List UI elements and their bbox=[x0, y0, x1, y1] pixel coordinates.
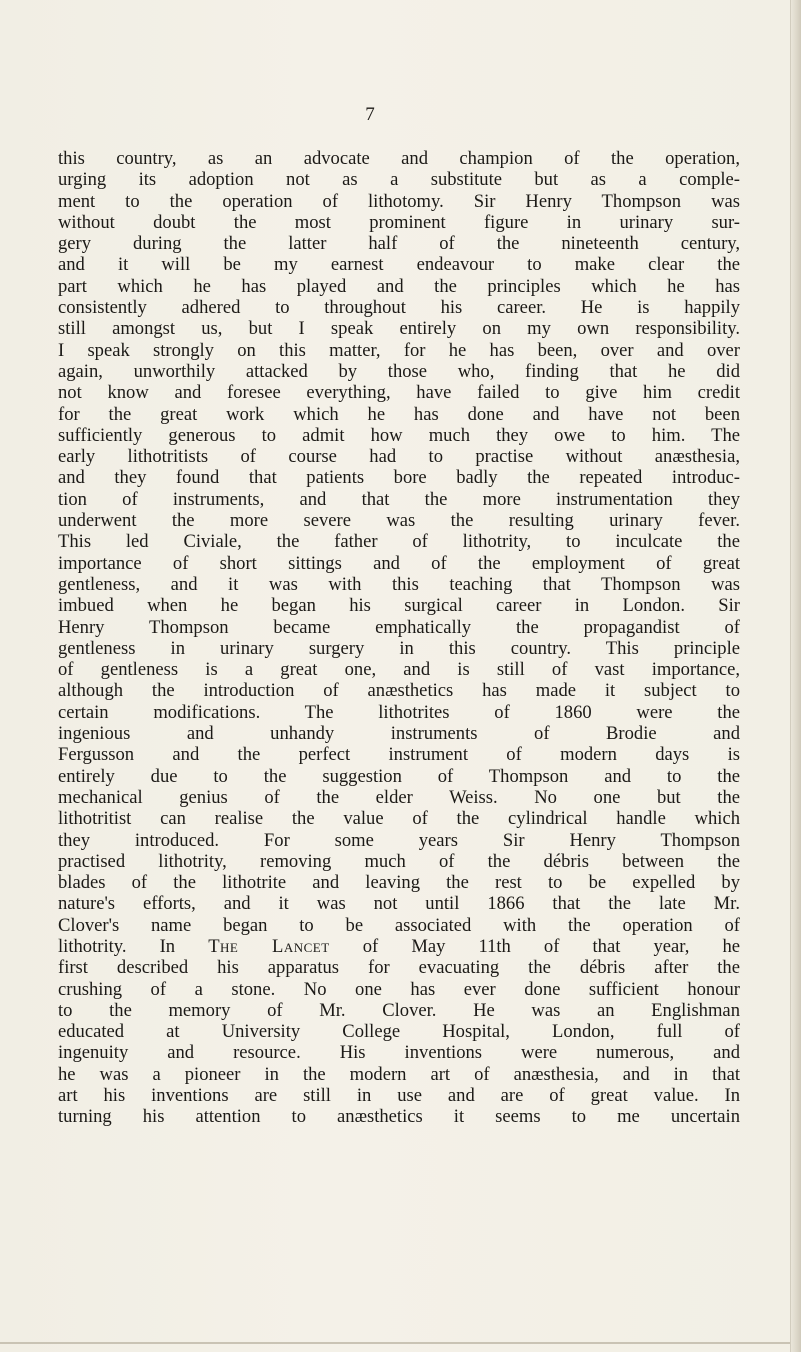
text-line: lithotrity. In The Lancet of May 11th of that year, he bbox=[58, 935, 741, 957]
text-line: gentleness in urinary surgery in this country. This principle bbox=[58, 637, 740, 659]
text-line: This led Civiale, the father of lithotrity, to inculcate the bbox=[58, 531, 740, 553]
text-line: and they found that patients bore badly the repeated introduc- bbox=[58, 467, 740, 489]
text-line: and it will be my earnest endeavour to make clear the bbox=[58, 254, 740, 276]
page-number: 7 bbox=[365, 104, 375, 125]
text-line: early lithotritists of course had to practise without anæsthesia, bbox=[58, 446, 740, 468]
text-line: I speak strongly on this matter, for he has been, over and over bbox=[58, 339, 740, 361]
text-line: turning his attention to anæsthetics it seems to me uncertain bbox=[58, 1106, 740, 1128]
text-line: certain modifications. The lithotrites of 1860 were the bbox=[58, 701, 740, 723]
text-line: to the memory of Mr. Clover. He was an Englishman bbox=[58, 999, 740, 1021]
text-line: underwent the more severe was the resulting urinary fever. bbox=[58, 510, 740, 532]
text-line: still amongst us, but I speak entirely on my own responsibility. bbox=[58, 318, 740, 340]
text-line: imbued when he began his surgical career in London. Sir bbox=[58, 595, 740, 617]
text-line: they introduced. For some years Sir Henry Thompson bbox=[58, 829, 740, 851]
text-line: ment to the operation of lithotomy. Sir Henry Thompson was bbox=[58, 190, 740, 212]
text-line: gentleness, and it was with this teaching that Thompson was bbox=[58, 573, 740, 595]
text-line: this country, as an advocate and champion of the operation, bbox=[58, 148, 740, 169]
text-line: blades of the lithotrite and leaving the rest to be expelled by bbox=[58, 872, 740, 894]
text-line: entirely due to the suggestion of Thompson and to the bbox=[58, 765, 740, 787]
text-line: Fergusson and the perfect instrument of modern days is bbox=[58, 744, 740, 766]
page-edge-bottom bbox=[0, 1342, 790, 1344]
text-line: for the great work which he has done and have not been bbox=[58, 403, 740, 425]
page-edge-right bbox=[790, 0, 801, 1352]
text-line: practised lithotrity, removing much of the débris between the bbox=[58, 850, 740, 872]
text-line: although the introduction of anæsthetics has made it subject to bbox=[58, 680, 740, 702]
text-line: lithotritist can realise the value of the cylindrical handle which bbox=[58, 808, 740, 830]
body-paragraph bbox=[58, 148, 740, 1128]
text-line: part which he has played and the principles which he has bbox=[58, 275, 740, 297]
text-line: gery during the latter half of the nineteenth century, bbox=[58, 233, 740, 255]
text-line: ingenuity and resource. His inventions were numerous, and bbox=[58, 1042, 740, 1064]
text-line: Henry Thompson became emphatically the propagandist of bbox=[58, 616, 740, 638]
text-line: again, unworthily attacked by those who, finding that he did bbox=[58, 360, 740, 382]
text-line: of gentleness is a great one, and is still of vast importance, bbox=[58, 659, 740, 681]
text-line: mechanical genius of the elder Weiss. No one but the bbox=[58, 786, 740, 808]
text-line: crushing of a stone. No one has ever done sufficient honour bbox=[58, 978, 740, 1000]
text-line: sufficiently generous to admit how much they owe to him. The bbox=[58, 424, 740, 446]
journal-title: The Lancet bbox=[208, 935, 330, 957]
text-line: without doubt the most prominent figure in urinary sur- bbox=[58, 211, 740, 233]
text-line: ingenious and unhandy instruments of Brodie and bbox=[58, 723, 740, 745]
text-line: consistently adhered to throughout his career. He is happily bbox=[58, 297, 740, 319]
text-line: urging its adoption not as a substitute but as a comple- bbox=[58, 169, 740, 191]
text-line: tion of instruments, and that the more instrumentation they bbox=[58, 488, 740, 510]
text-line: art his inventions are still in use and are of great value. In bbox=[58, 1085, 740, 1107]
text-line: importance of short sittings and of the employment of great bbox=[58, 552, 740, 574]
text-line: first described his apparatus for evacuating the débris after the bbox=[58, 957, 740, 979]
text-line: he was a pioneer in the modern art of anæsthesia, and in that bbox=[58, 1063, 740, 1085]
text-line: Clover's name began to be associated with the operation of bbox=[58, 914, 740, 936]
text-line: not know and foresee everything, have failed to give him credit bbox=[58, 382, 740, 404]
text-line: educated at University College Hospital, London, full of bbox=[58, 1021, 740, 1043]
text-line: nature's efforts, and it was not until 1866 that the late Mr. bbox=[58, 893, 740, 915]
